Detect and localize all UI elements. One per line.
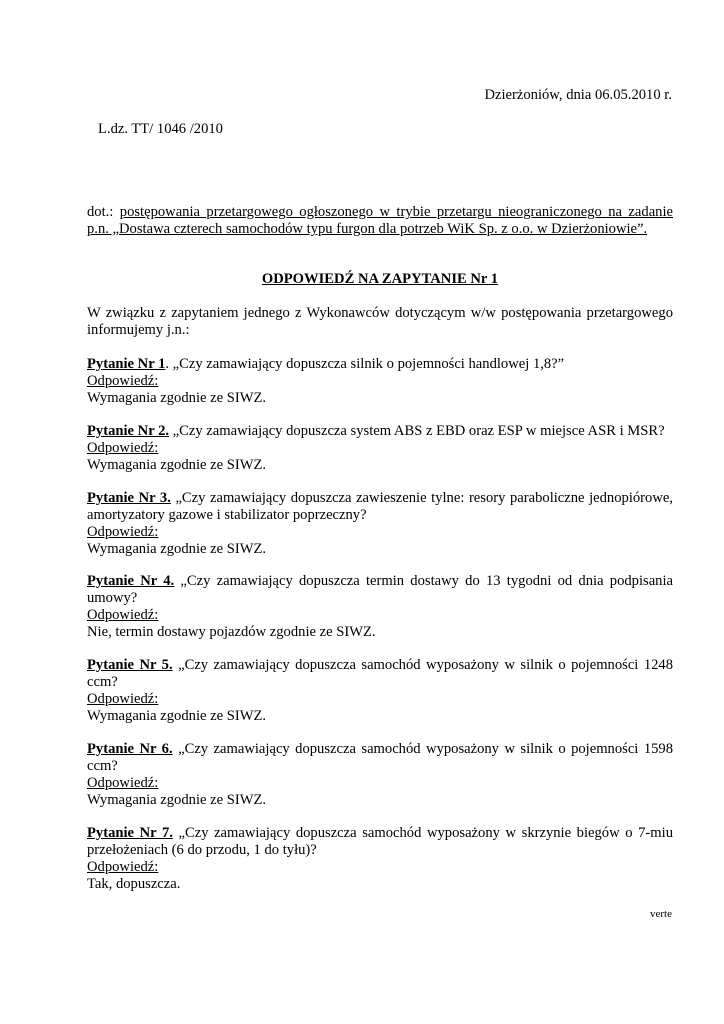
question-1-label: Pytanie Nr 1 — [87, 356, 166, 372]
place-date: Dzierżoniów, dnia 06.05.2010 r. — [484, 87, 672, 103]
question-6-label: Pytanie Nr 6. — [87, 741, 173, 757]
question-4 — [87, 573, 673, 607]
subject-prefix: dot.: — [87, 204, 120, 220]
question-7-label: Pytanie Nr 7. — [87, 825, 173, 841]
answer-label: Odpowiedź: — [87, 440, 159, 456]
question-block-1 — [87, 356, 673, 407]
question-block-6 — [87, 741, 673, 809]
question-block-2 — [87, 423, 673, 474]
question-2 — [87, 423, 673, 440]
question-5 — [87, 657, 673, 691]
answer-7: Tak, dopuszcza. — [87, 876, 181, 892]
answer-2: Wymagania zgodnie ze SIWZ. — [87, 457, 267, 473]
question-block-4 — [87, 573, 673, 641]
question-block-3 — [87, 490, 673, 558]
question-2-label: Pytanie Nr 2. — [87, 423, 170, 439]
answer-label: Odpowiedź: — [87, 373, 159, 389]
answer-label: Odpowiedź: — [87, 691, 159, 707]
question-3-text: „Czy zamawiający dopuszcza zawieszenie tylne: resory paraboliczne jednopiórowe, amortyzatory gazowe i stabilizator poprzeczny? — [87, 490, 673, 523]
subject-block — [87, 204, 673, 238]
question-7 — [87, 825, 673, 859]
question-7-text: „Czy zamawiający dopuszcza samochód wyposażony w skrzynie biegów o 7-miu przełożeniach (6 do przodu, 1 do tyłu)? — [87, 825, 673, 858]
answer-label: Odpowiedź: — [87, 859, 159, 875]
question-3-label: Pytanie Nr 3. — [87, 490, 171, 506]
answer-5: Wymagania zgodnie ze SIWZ. — [87, 708, 267, 724]
document-heading: ODPOWIEDŹ NA ZAPYTANIE Nr 1 — [261, 271, 499, 287]
question-block-7 — [87, 825, 673, 893]
question-6 — [87, 741, 673, 775]
question-5-text: „Czy zamawiający dopuszcza samochód wyposażony w silnik o pojemności 1248 ccm? — [87, 657, 674, 690]
answer-label: Odpowiedź: — [87, 607, 159, 623]
question-5-label: Pytanie Nr 5. — [87, 657, 173, 673]
answer-6: Wymagania zgodnie ze SIWZ. — [87, 792, 267, 808]
answer-3: Wymagania zgodnie ze SIWZ. — [87, 541, 267, 557]
intro-paragraph: W związku z zapytaniem jednego z Wykonawców dotyczącym w/w postępowania przetargowego informujemy j.n.: — [87, 305, 673, 338]
question-4-text: „Czy zamawiający dopuszcza termin dostawy do 13 tygodni od dnia podpisania umowy? — [87, 573, 674, 606]
subject-text: postępowania przetargowego ogłoszonego w trybie przetargu nieograniczonego na zadanie p.n. „Dostawa czterech samochodów typu furgon dla potrzeb WiK Sp. z o.o. w Dzierżoniowie”. — [87, 204, 673, 237]
question-1-text: „Czy zamawiający dopuszcza silnik o pojemności handlowej 1,8?” — [172, 356, 565, 372]
question-2-text: „Czy zamawiający dopuszcza system ABS z EBD oraz ESP w miejsce ASR i MSR? — [172, 423, 665, 439]
question-4-label: Pytanie Nr 4. — [87, 573, 175, 589]
question-6-text: „Czy zamawiający dopuszcza samochód wyposażony w silnik o pojemności 1598 ccm? — [87, 741, 674, 774]
page-turn-note: verte — [650, 908, 672, 920]
answer-label: Odpowiedź: — [87, 524, 159, 540]
answer-label: Odpowiedź: — [87, 775, 159, 791]
question-block-5 — [87, 657, 673, 725]
question-1: Pytanie Nr 1. „Czy zamawiający dopuszcza silnik o pojemności handlowej 1,8?” — [87, 356, 565, 372]
question-3 — [87, 490, 673, 524]
reference-number: L.dz. TT/ 1046 /2010 — [98, 121, 223, 137]
answer-1: Wymagania zgodnie ze SIWZ. — [87, 390, 267, 406]
answer-4: Nie, termin dostawy pojazdów zgodnie ze SIWZ. — [87, 624, 376, 640]
